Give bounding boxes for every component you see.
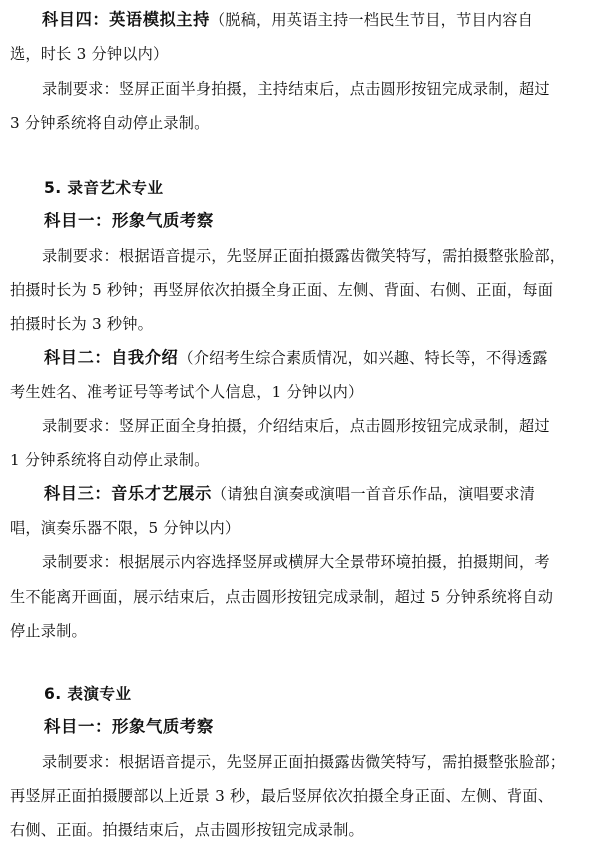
subject4-heading: 科目四：英语模拟主持 bbox=[42, 10, 210, 29]
section5-subject2-note: （介绍考生综合素质情况，如兴趣、特长等，不得透露 bbox=[178, 349, 548, 367]
section5-subject2-heading: 科目二：自我介绍 bbox=[44, 348, 179, 367]
section5-subject3-heading-line bbox=[44, 484, 535, 504]
section6-subject1-requirement-2: 再竖屏正面拍摄腰部以上近景 3 秒，最后竖屏依次拍摄全身正面、左侧、背面、 bbox=[10, 787, 554, 805]
section5-subject3-requirement-2: 生不能离开画面，展示结束后，点击圆形按钮完成录制，超过 5 分钟系统将自动 bbox=[10, 588, 554, 606]
section5-subject3-requirement-3: 停止录制。 bbox=[10, 622, 87, 640]
section6-subject1-requirement: 录制要求：根据语音提示，先竖屏正面拍摄露齿微笑特写，需拍摄整张脸部； bbox=[42, 753, 566, 771]
subject4-requirement-continued: 3 分钟系统将自动停止录制。 bbox=[10, 114, 210, 132]
section5-subject3-note-continued: 唱，演奏乐器不限，5 分钟以内） bbox=[10, 519, 241, 537]
section5-subject2-note-continued: 考生姓名、准考证号等考试个人信息，1 分钟以内） bbox=[10, 383, 364, 401]
section6-title: 6. 表演专业 bbox=[44, 685, 132, 703]
subject4-heading-line bbox=[42, 10, 533, 30]
subject4-note: （脱稿，用英语主持一档民生节目，节目内容自 bbox=[209, 11, 534, 29]
section6-subject1-requirement-3: 右侧、正面。拍摄结束后，点击圆形按钮完成录制。 bbox=[10, 821, 364, 839]
section5-title: 5. 录音艺术专业 bbox=[44, 179, 164, 197]
section6-subject1-heading: 科目一：形象气质考察 bbox=[44, 717, 214, 736]
section5-subject1-requirement-2: 拍摄时长为 5 秒钟；再竖屏依次拍摄全身正面、左侧、背面、右侧、正面，每面 bbox=[10, 281, 554, 299]
section5-subject2-heading-line bbox=[44, 348, 548, 368]
subject4-note-continued: 选，时长 3 分钟以内） bbox=[10, 45, 169, 63]
section5-subject1-heading: 科目一：形象气质考察 bbox=[44, 211, 214, 230]
section5-subject3-note: （请独自演奏或演唱一首音乐作品，演唱要求清 bbox=[211, 485, 536, 503]
section5-subject3-requirement: 录制要求：根据展示内容选择竖屏或横屏大全景带环境拍摄，拍摄期间，考 bbox=[42, 553, 550, 571]
subject4-requirement: 录制要求：竖屏正面半身拍摄，主持结束后，点击圆形按钮完成录制，超过 bbox=[42, 80, 550, 98]
section5-subject3-heading: 科目三：音乐才艺展示 bbox=[44, 484, 212, 503]
section5-subject2-requirement-2: 1 分钟系统将自动停止录制。 bbox=[10, 451, 210, 469]
section5-subject2-requirement: 录制要求：竖屏正面全身拍摄，介绍结束后，点击圆形按钮完成录制，超过 bbox=[42, 417, 550, 435]
section5-subject1-requirement: 录制要求：根据语音提示，先竖屏正面拍摄露齿微笑特写，需拍摄整张脸部， bbox=[42, 247, 566, 265]
section5-subject1-requirement-3: 拍摄时长为 3 秒钟。 bbox=[10, 315, 154, 333]
